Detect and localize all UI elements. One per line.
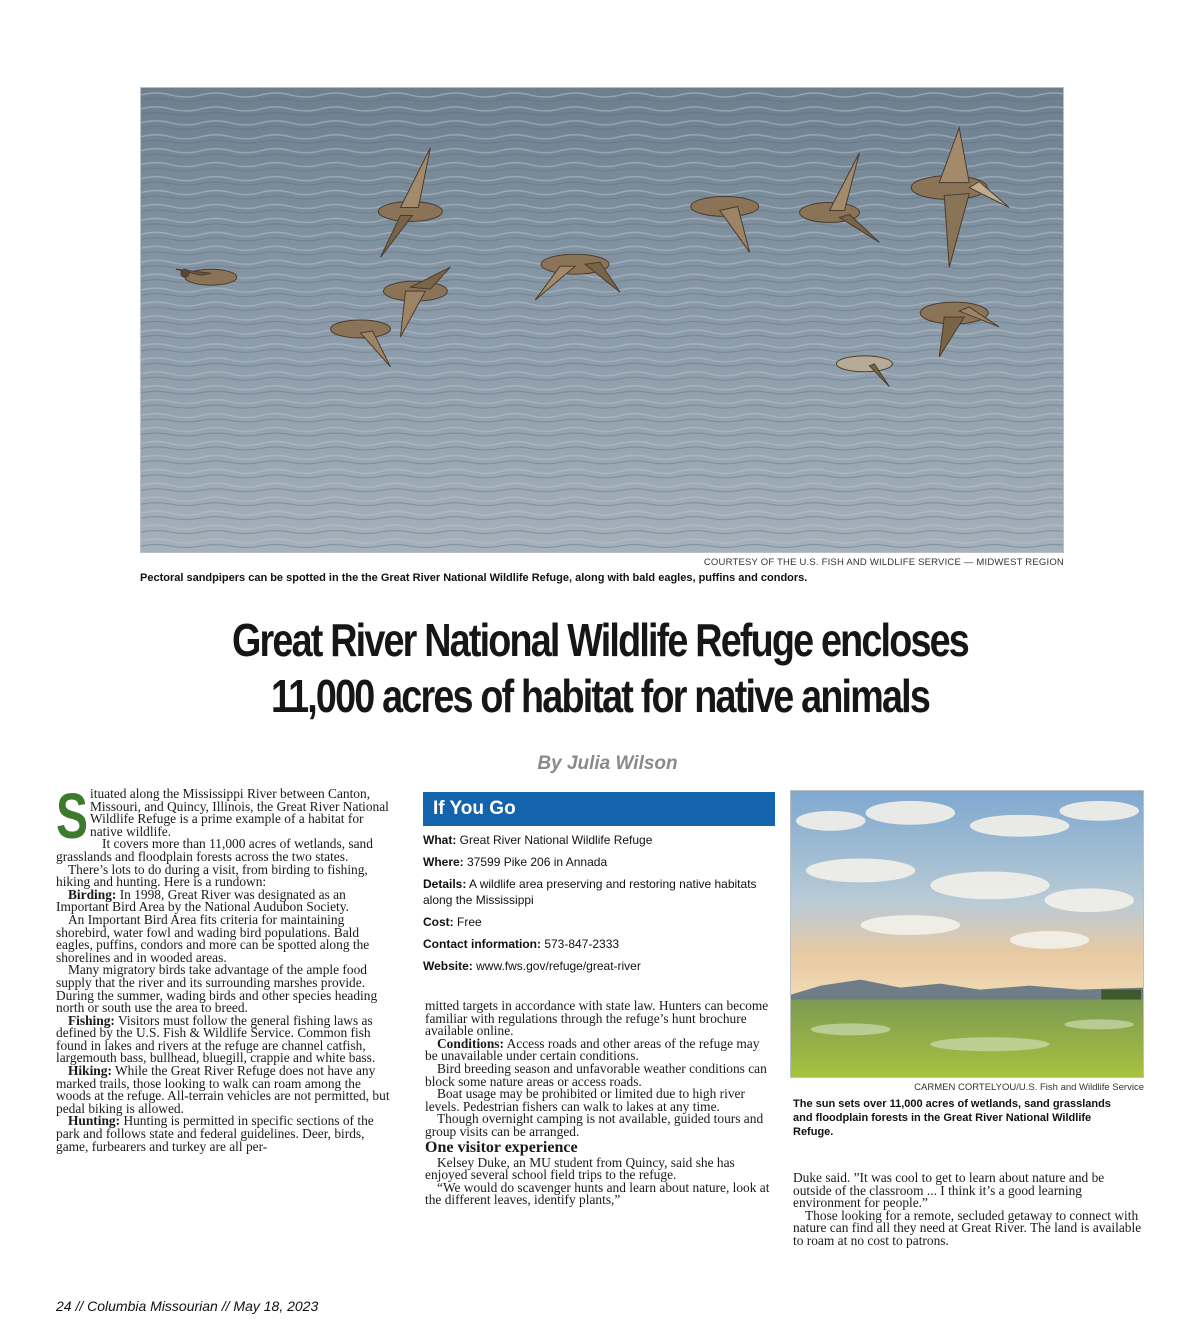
if-you-go-box [423,792,775,974]
photo-caption: The sun sets over 11,000 acres of wetlands, sand grasslands and floodplain forests in the Great River National Wildlife Refuge. [793,1098,1111,1138]
photo-credit: CARMEN CORTELYOU/U.S. Fish and Wildlife Service [914,1082,1144,1093]
article-paragraph: Many migratory birds take advantage of the ample food supply that the river and its surrounding marshes provide. During the summer, wading birds and other species heading north or south use the area to breed. [56,962,378,1016]
subheading: One visitor experience [425,1138,578,1156]
article-paragraph: Boat usage may be prohibited or limited due to high river levels. Pedestrian fishers can walk to lakes at any time. [425,1086,745,1114]
article-paragraph: Though overnight camping is not available, guided tours and group visits can be arranged. [425,1111,764,1139]
article-paragraph: “We would do scavenger hunts and learn about nature, look at the different leaves, identify plants,” [425,1179,770,1208]
drop-cap: S [56,780,89,852]
section-label: Fishing: [68,1012,115,1028]
article-text: ituated along the Mississippi River between Canton, Missouri, and Quincy, Illinois, the Great River National Wildlife Refuge is a prime example of a habitat for native wildlife. [90,786,389,839]
article-paragraph: An Important Bird Area fits criteria for maintaining shorebird, water fowl and wading bird populations. Bald eagles, puffins, condors and more can be spotted along the shorelines and in wooded areas. [56,911,370,965]
article-paragraph: Bird breeding season and unfavorable weather conditions can block some nature areas or access roads. [425,1060,767,1089]
article-paragraph: It covers more than 11,000 acres of wetlands, sand grasslands and floodplain forests across the two states. [56,836,373,864]
article-paragraph: There’s lots to do during a visit, from birding to fishing, hiking and hunting. Here is a rundown: [56,861,368,890]
sandpipers-photo [140,87,1064,553]
section-label: Hunting: [68,1113,121,1129]
section-label: Conditions: [437,1035,504,1051]
article-paragraph: Fishing: Visitors must follow the general fishing laws as defined by the U.S. Fish & Wildlife Service. Common fish found in lakes and rivers at the refuge are channel catfish, largemouth bass, bullhead, bluegill, crappie and white bass. [56,1012,376,1066]
byline: By Julia Wilson [537,753,678,774]
info-where: Where: 37599 Pike 206 in Annada [423,855,608,869]
info-contact: Contact information: 573-847-2333 [423,937,620,951]
section-label: Birding: [68,886,117,902]
page-footer: 24 // Columbia Missourian // May 18, 2023 [56,1298,319,1314]
info-cost: Cost: Free [423,915,482,929]
if-you-go-title: If You Go [423,792,775,826]
article-paragraph: Birding: In 1998, Great River was designated as an Important Bird Area by the National Audubon Society. [56,886,349,915]
article-column-1 [56,780,396,1154]
section-label: Hiking: [68,1063,112,1079]
photo-caption: Pectoral sandpipers can be spotted in the the Great River National Wildlife Refuge, along with bald eagles, puffins and condors. [140,572,808,584]
headline-line-2: 11,000 acres of habitat for native animals [270,670,929,722]
article-paragraph: mitted targets in accordance with state law. Hunters can become familiar with regulations through the refuge’s hunt brochure available online. [425,998,769,1039]
article-paragraph: Conditions: Access roads and other areas of the refuge may be unavailable under certain conditions. [425,1035,760,1064]
article-paragraph: Duke said. ”It was cool to get to learn about nature and be outside of the classroom ... I think it’s a good learning environment for people.” [793,1170,1105,1211]
headline [157,612,1043,724]
article-column-2 [425,1000,775,1207]
article-paragraph: Those looking for a remote, secluded getaway to connect with nature can find all they need at Great River. The land is available to roam at no cost to patrons. [793,1207,1142,1248]
info-details: Details: A wildlife area preserving and restoring native habitats along the Mississippi [423,877,757,907]
article-paragraph: Hunting: Hunting is permitted in specific sections of the park and follows state and federal guidelines. Deer, birds, game, furbearers and turkey are all per- [56,1113,374,1154]
info-website: Website: www.fws.gov/refuge/great-river [423,959,641,973]
photo-credit: COURTESY OF THE U.S. FISH AND WILDLIFE SERVICE — MIDWEST REGION [703,557,1064,568]
article-paragraph: Kelsey Duke, an MU student from Quincy, said she has enjoyed several school field trips to the refuge. [425,1154,735,1183]
headline-line-1: Great River National Wildlife Refuge encloses [232,614,968,666]
article-paragraph: Hiking: While the Great River Refuge does not have any marked trails, those looking to walk can roam among the woods at the refuge. All-terrain vehicles are not permitted, but pedal biking is allowed. [56,1063,390,1116]
sunset-photo [790,790,1144,1078]
info-what: What: Great River National Wildlife Refuge [423,833,653,847]
article-column-3 [793,1172,1143,1248]
